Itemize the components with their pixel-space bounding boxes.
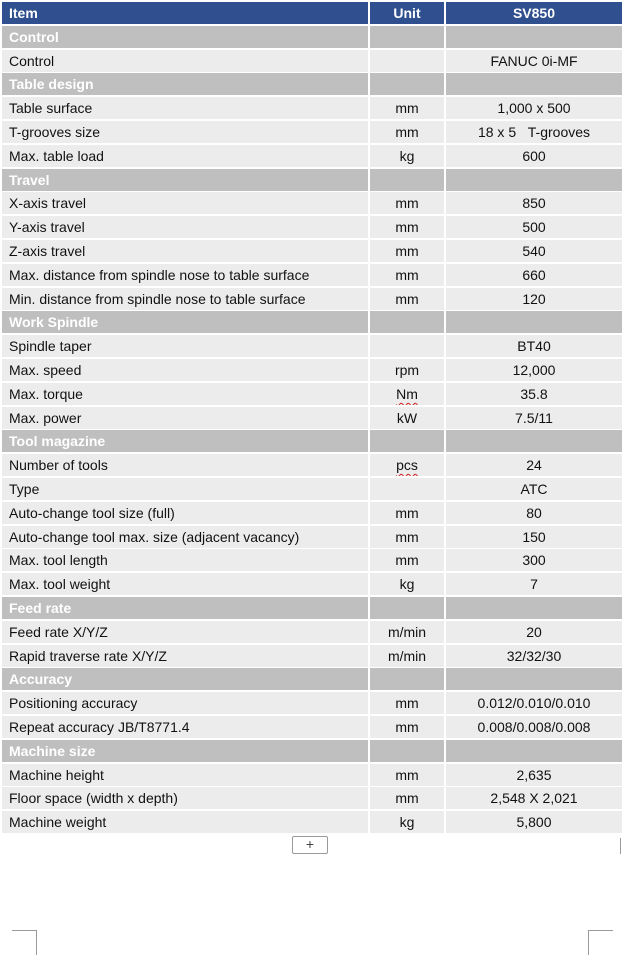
table-row (2, 502, 622, 524)
section-unit-cell[interactable] (370, 169, 444, 191)
section-unit-cell[interactable] (370, 430, 444, 452)
unit-cell-text: mm (395, 504, 419, 521)
header-item[interactable]: Item (2, 2, 368, 24)
item-cell-text: Y-axis travel (9, 219, 85, 236)
section-title-cell[interactable] (2, 597, 368, 619)
header-unit[interactable]: Unit (370, 2, 444, 24)
unit-cell-text: mm (395, 290, 419, 307)
section-value-cell[interactable] (446, 597, 622, 619)
table-row (2, 549, 622, 571)
section-value-cell[interactable] (446, 311, 622, 333)
value-cell-text: 0.012/0.010/0.010 (477, 695, 591, 712)
table-row (2, 716, 622, 738)
table-row (2, 621, 622, 643)
item-cell[interactable] (2, 645, 368, 667)
section-title-cell-text: Control (9, 28, 59, 45)
value-cell-text: 0.008/0.008/0.008 (477, 718, 591, 735)
table-header-row (2, 2, 622, 24)
table-row (2, 764, 622, 786)
section-unit-cell[interactable] (370, 311, 444, 333)
item-cell-text: Max. power (9, 409, 82, 426)
item-cell-text: Z-axis travel (9, 242, 86, 259)
value-cell[interactable] (446, 764, 622, 786)
item-cell-text: Max. distance from spindle nose to table surface (9, 266, 310, 283)
item-cell-text: Machine height (9, 766, 104, 783)
section-unit-cell[interactable] (370, 26, 444, 48)
value-cell-text: ATC (520, 480, 548, 497)
unit-cell-text: mm (395, 718, 419, 735)
unit-cell[interactable] (370, 526, 444, 548)
value-cell-text: 150 (522, 528, 546, 545)
table-row (2, 383, 622, 405)
value-cell-text: 660 (522, 266, 546, 283)
item-cell-text: Max. speed (9, 361, 82, 378)
spec-table (2, 2, 622, 835)
section-title-cell[interactable] (2, 169, 368, 191)
item-cell-text: Min. distance from spindle nose to table surface (9, 290, 306, 307)
value-cell[interactable] (446, 526, 622, 548)
item-cell[interactable] (2, 192, 368, 214)
value-cell-text: 12,000 (512, 361, 556, 378)
unit-cell-text: rpm (394, 361, 420, 378)
value-cell[interactable] (446, 573, 622, 595)
section-title-cell-text: Table design (9, 76, 94, 93)
section-title-cell[interactable] (2, 740, 368, 762)
item-cell-text: Feed rate X/Y/Z (9, 623, 108, 640)
add-row-button[interactable]: + (292, 836, 328, 854)
unit-cell-text: mm (395, 100, 419, 117)
unit-cell[interactable] (370, 645, 444, 667)
value-cell[interactable] (446, 240, 622, 262)
value-cell-text: 24 (526, 457, 542, 474)
value-cell[interactable] (446, 121, 622, 143)
section-title-cell[interactable] (2, 668, 368, 690)
table-row (2, 407, 622, 429)
value-cell[interactable] (446, 359, 622, 381)
unit-cell[interactable] (370, 621, 444, 643)
value-cell[interactable] (446, 335, 622, 357)
section-title-cell-text: Accuracy (9, 671, 73, 688)
unit-cell[interactable] (370, 454, 444, 476)
unit-cell-text: mm (395, 695, 419, 712)
section-header-row (2, 169, 622, 191)
section-value-cell[interactable] (446, 740, 622, 762)
unit-cell[interactable] (370, 764, 444, 786)
value-cell[interactable] (446, 145, 622, 167)
unit-cell[interactable] (370, 50, 444, 72)
value-cell-text: BT40 (517, 338, 551, 355)
table-row (2, 145, 622, 167)
value-cell[interactable] (446, 692, 622, 714)
item-cell[interactable] (2, 240, 368, 262)
section-value-cell[interactable] (446, 73, 622, 95)
value-cell[interactable] (446, 787, 622, 809)
item-cell[interactable] (2, 621, 368, 643)
item-cell-text: Repeat accuracy JB/T8771.4 (9, 718, 190, 735)
section-header-row (2, 430, 622, 452)
value-cell-text: 80 (526, 504, 542, 521)
value-cell[interactable] (446, 50, 622, 72)
value-cell[interactable] (446, 383, 622, 405)
item-cell-text: Max. tool length (9, 552, 108, 569)
unit-cell[interactable] (370, 121, 444, 143)
value-cell[interactable] (446, 478, 622, 500)
item-cell-text: Number of tools (9, 457, 108, 474)
unit-cell[interactable] (370, 692, 444, 714)
item-cell[interactable] (2, 97, 368, 119)
item-cell[interactable] (2, 811, 368, 833)
section-title-cell[interactable] (2, 26, 368, 48)
value-cell-text: FANUC 0i-MF (490, 52, 578, 69)
value-cell[interactable] (446, 621, 622, 643)
unit-cell-text: kW (396, 409, 418, 426)
value-cell[interactable] (446, 216, 622, 238)
item-cell[interactable] (2, 145, 368, 167)
value-cell-text: 1,000 x 500 (497, 100, 571, 117)
item-cell[interactable] (2, 716, 368, 738)
value-cell[interactable] (446, 192, 622, 214)
value-cell[interactable] (446, 549, 622, 571)
table-row (2, 787, 622, 809)
table-row (2, 50, 622, 72)
item-cell-text: Floor space (width x depth) (9, 790, 178, 807)
item-cell[interactable] (2, 50, 368, 72)
unit-cell[interactable] (370, 145, 444, 167)
item-cell-text: X-axis travel (9, 195, 87, 212)
unit-cell[interactable] (370, 240, 444, 262)
value-cell-text: 2,548 X 2,021 (490, 790, 578, 807)
value-cell[interactable] (446, 97, 622, 119)
unit-cell[interactable] (370, 288, 444, 310)
item-cell[interactable] (2, 407, 368, 429)
value-cell-text: 850 (522, 195, 546, 212)
unit-cell-text: kg (399, 147, 415, 164)
unit-cell-text: Nm (396, 385, 418, 402)
item-cell[interactable] (2, 216, 368, 238)
unit-cell[interactable] (370, 97, 444, 119)
item-cell[interactable] (2, 764, 368, 786)
table-edge-marker (620, 838, 624, 854)
table-row (2, 478, 622, 500)
item-cell-text: Table surface (9, 100, 93, 117)
section-header-row (2, 26, 622, 48)
section-unit-cell[interactable] (370, 597, 444, 619)
item-cell-text: Type (9, 480, 40, 497)
item-cell-text: Auto-change tool max. size (adjacent vacancy) (9, 528, 300, 545)
section-unit-cell[interactable] (370, 73, 444, 95)
section-title-cell[interactable] (2, 311, 368, 333)
section-value-cell[interactable] (446, 169, 622, 191)
table-row (2, 811, 622, 833)
value-cell-text: 20 (526, 623, 542, 640)
table-row (2, 526, 622, 548)
unit-cell[interactable] (370, 573, 444, 595)
value-cell-text: 7.5/11 (515, 409, 553, 426)
section-value-cell[interactable] (446, 430, 622, 452)
item-cell-text: Spindle taper (9, 338, 92, 355)
value-cell-text: 2,635 (516, 766, 552, 783)
unit-cell-text: kg (399, 576, 415, 593)
unit-cell-text: kg (399, 814, 415, 831)
value-cell[interactable] (446, 811, 622, 833)
item-cell-text: Auto-change tool size (full) (9, 504, 175, 521)
item-cell[interactable] (2, 502, 368, 524)
value-cell[interactable] (446, 288, 622, 310)
unit-cell[interactable] (370, 407, 444, 429)
unit-cell[interactable] (370, 716, 444, 738)
section-header-row (2, 73, 622, 95)
unit-cell-text: mm (395, 195, 419, 212)
section-title-cell[interactable] (2, 430, 368, 452)
page-corner-mark-right (588, 930, 613, 955)
item-cell[interactable] (2, 335, 368, 357)
value-cell-text: 540 (522, 242, 546, 259)
value-cell[interactable] (446, 645, 622, 667)
item-cell[interactable] (2, 549, 368, 571)
item-cell-text: Max. tool weight (9, 576, 111, 593)
value-cell[interactable] (446, 454, 622, 476)
item-cell-text: Positioning accuracy (9, 695, 138, 712)
item-cell-text: Machine weight (9, 814, 107, 831)
item-cell[interactable] (2, 454, 368, 476)
table-row (2, 216, 622, 238)
unit-cell[interactable] (370, 811, 444, 833)
table-row (2, 97, 622, 119)
table-row (2, 288, 622, 310)
table-row (2, 692, 622, 714)
value-cell[interactable] (446, 264, 622, 286)
table-row (2, 192, 622, 214)
item-cell[interactable] (2, 264, 368, 286)
unit-cell[interactable] (370, 383, 444, 405)
table-row (2, 454, 622, 476)
unit-cell-text: mm (395, 552, 419, 569)
item-cell-text: Rapid traverse rate X/Y/Z (9, 647, 167, 664)
value-cell-text: 5,800 (516, 814, 552, 831)
item-cell[interactable] (2, 787, 368, 809)
header-model[interactable]: SV850 (446, 2, 622, 24)
unit-cell[interactable] (370, 264, 444, 286)
unit-cell-text: mm (395, 790, 419, 807)
section-title-cell-text: Work Spindle (9, 314, 99, 331)
item-cell[interactable] (2, 121, 368, 143)
unit-cell-text: pcs (396, 457, 418, 474)
section-title-cell[interactable] (2, 73, 368, 95)
unit-cell-text: mm (395, 219, 419, 236)
value-cell[interactable] (446, 407, 622, 429)
page-corner-mark-left (12, 930, 37, 955)
unit-cell-text: mm (395, 766, 419, 783)
item-cell[interactable] (2, 359, 368, 381)
section-title-cell-text: Tool magazine (9, 433, 106, 450)
unit-cell-text: m/min (387, 647, 427, 664)
section-unit-cell[interactable] (370, 668, 444, 690)
section-header-row (2, 311, 622, 333)
unit-cell[interactable] (370, 216, 444, 238)
section-value-cell[interactable] (446, 668, 622, 690)
value-cell-text: 500 (522, 219, 546, 236)
unit-cell[interactable] (370, 335, 444, 357)
item-cell-text: T-grooves size (9, 123, 101, 140)
unit-cell-text: mm (395, 528, 419, 545)
table-row (2, 264, 622, 286)
table-row (2, 359, 622, 381)
section-value-cell[interactable] (446, 26, 622, 48)
value-cell[interactable] (446, 716, 622, 738)
item-cell-text: Max. table load (9, 147, 104, 164)
unit-cell[interactable] (370, 478, 444, 500)
item-cell[interactable] (2, 526, 368, 548)
unit-cell[interactable] (370, 192, 444, 214)
value-cell-text: 32/32/30 (506, 647, 562, 664)
unit-cell-text: m/min (387, 623, 427, 640)
table-row (2, 645, 622, 667)
value-cell-text: 18 x 5 T-grooves (477, 123, 591, 140)
item-cell-text: Max. torque (9, 385, 83, 402)
item-cell[interactable] (2, 288, 368, 310)
unit-cell[interactable] (370, 787, 444, 809)
unit-cell[interactable] (370, 549, 444, 571)
value-cell[interactable] (446, 502, 622, 524)
section-title-cell-text: Machine size (9, 742, 96, 759)
section-header-row (2, 740, 622, 762)
table-row (2, 121, 622, 143)
section-title-cell-text: Travel (9, 171, 50, 188)
item-cell[interactable] (2, 573, 368, 595)
table-row (2, 573, 622, 595)
item-cell[interactable] (2, 692, 368, 714)
unit-cell-text: mm (395, 266, 419, 283)
table-row (2, 335, 622, 357)
table-row (2, 240, 622, 262)
value-cell-text: 300 (522, 552, 546, 569)
unit-cell-text: mm (395, 242, 419, 259)
section-title-cell-text: Feed rate (9, 599, 72, 616)
item-cell-text: Control (9, 52, 55, 69)
section-header-row (2, 668, 622, 690)
section-unit-cell[interactable] (370, 740, 444, 762)
section-header-row (2, 597, 622, 619)
value-cell-text: 35.8 (520, 385, 548, 402)
unit-cell[interactable] (370, 359, 444, 381)
unit-cell[interactable] (370, 502, 444, 524)
value-cell-text: 7 (530, 576, 538, 593)
unit-cell-text: mm (395, 123, 419, 140)
value-cell-text: 600 (522, 147, 546, 164)
item-cell[interactable] (2, 383, 368, 405)
value-cell-text: 120 (522, 290, 546, 307)
item-cell[interactable] (2, 478, 368, 500)
